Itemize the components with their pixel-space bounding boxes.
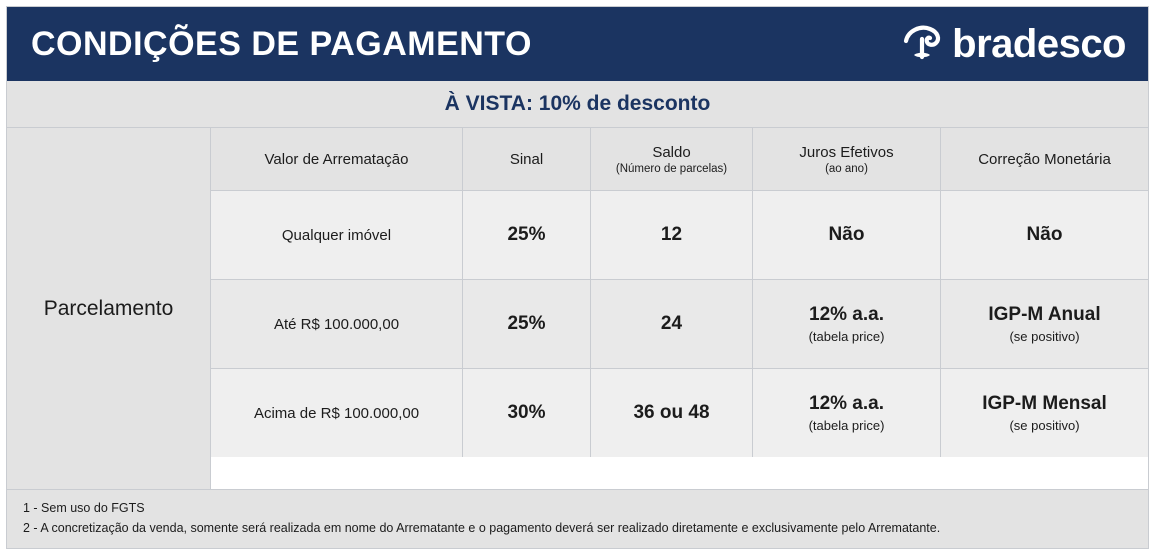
cell-subtext: (se positivo) (1009, 329, 1080, 344)
footnotes-section (7, 489, 1148, 548)
cell-text: Não (1026, 224, 1063, 245)
document-header (7, 7, 1148, 81)
cell-text: 30% (507, 402, 546, 423)
column-header-text: Juros Efetivos (799, 143, 894, 161)
cell-text: IGP-M Anual (988, 304, 1101, 325)
table-row (211, 280, 1148, 369)
column-header-sinal (463, 128, 591, 190)
cell-text: 25% (507, 313, 546, 334)
brand-name: bradesco (952, 22, 1126, 66)
cell-juros (753, 369, 941, 457)
column-header-juros (753, 128, 941, 190)
cell-text: Até R$ 100.000,00 (273, 315, 400, 333)
footnote-2: 2 - A concretização da venda, somente será realizada em nome do Arrematante e o pagamento deverá ser realizado diretamente e exclusivamente pelo Arrematante. (23, 520, 941, 535)
cell-text: 24 (660, 313, 683, 334)
footnote-1: 1 - Sem uso do FGTS (23, 501, 145, 516)
discount-band-text: À VISTA: 10% de desconto (444, 92, 711, 115)
page-title: CONDIÇÕES DE PAGAMENTO (31, 24, 532, 63)
cell-valor (211, 369, 463, 457)
cell-correcao (941, 191, 1148, 279)
discount-band (7, 81, 1148, 128)
cell-subtext: (se positivo) (1009, 418, 1080, 433)
bradesco-tree-icon (900, 21, 946, 67)
cell-text: Qualquer imóvel (281, 226, 392, 244)
column-header-subtext: (Número de parcelas) (615, 162, 728, 175)
column-header-text: Sinal (509, 150, 544, 168)
row-group-label: Parcelamento (43, 296, 174, 320)
cell-text: 12% a.a. (809, 393, 884, 414)
cell-saldo (591, 369, 753, 457)
cell-correcao (941, 369, 1148, 457)
table-grid (211, 128, 1148, 489)
column-header-subtext: (ao ano) (825, 162, 868, 175)
table-row (211, 369, 1148, 457)
cell-text: Acima de R$ 100.000,00 (253, 404, 420, 422)
cell-valor (211, 280, 463, 368)
cell-sinal (463, 369, 591, 457)
column-header-correcao (941, 128, 1148, 190)
cell-subtext: (tabela price) (808, 329, 885, 344)
cell-sinal (463, 191, 591, 279)
conditions-table (7, 128, 1148, 489)
cell-valor (211, 191, 463, 279)
cell-text: 12 (660, 224, 683, 245)
column-header-valor (211, 128, 463, 190)
cell-juros (753, 280, 941, 368)
cell-correcao (941, 280, 1148, 368)
column-header-saldo (591, 128, 753, 190)
cell-text: Não (828, 224, 865, 245)
cell-text: 25% (507, 224, 546, 245)
table-row (211, 191, 1148, 280)
column-header-text: Saldo (652, 143, 691, 161)
cell-text: IGP-M Mensal (982, 393, 1107, 414)
table-header-row (211, 128, 1148, 191)
cell-saldo (591, 191, 753, 279)
column-header-text: Valor de Arremataçāo (264, 150, 409, 168)
cell-sinal (463, 280, 591, 368)
cell-text: 36 ou 48 (633, 402, 710, 423)
cell-subtext: (tabela price) (808, 418, 885, 433)
cell-text: 12% a.a. (809, 304, 884, 325)
row-group-label-cell (7, 128, 211, 489)
column-header-text: Correção Monetária (978, 150, 1111, 168)
conditions-card (6, 6, 1149, 549)
cell-juros (753, 191, 941, 279)
brand-logo-group (900, 21, 1126, 67)
cell-saldo (591, 280, 753, 368)
